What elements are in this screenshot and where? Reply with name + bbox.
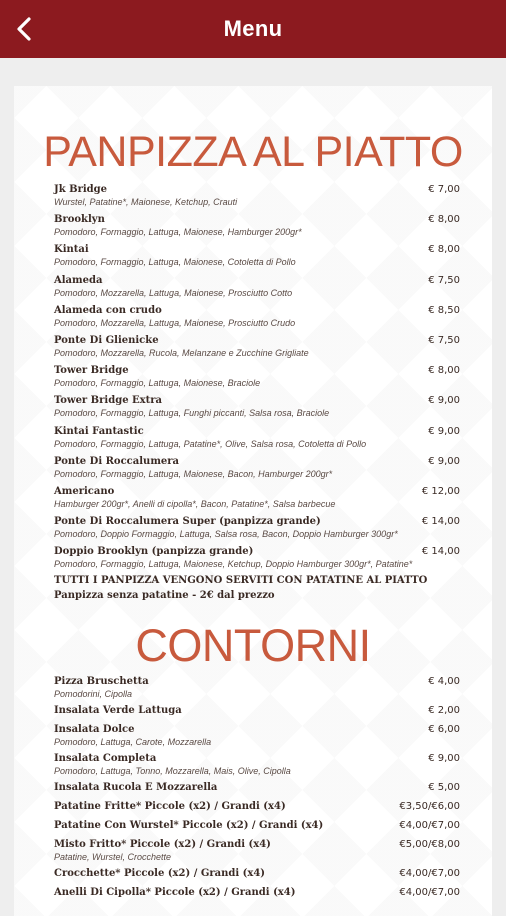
menu-item bbox=[54, 868, 460, 887]
menu-list bbox=[54, 184, 460, 576]
item-name: Insalata Rucola E Mozzarella bbox=[54, 782, 218, 793]
item-description: Pomodoro, Mozzarella, Lattuga, Maionese, Prosciutto Cotto bbox=[54, 287, 293, 298]
menu-item bbox=[54, 244, 460, 274]
item-description: Pomodoro, Formaggio, Lattuga, Maionese, Ketchup, Doppio Hamburger 300gr*, Patatine* bbox=[54, 559, 413, 570]
item-price: € 12,00 bbox=[421, 485, 460, 497]
menu-sheet bbox=[14, 86, 492, 916]
item-name: Tower Bridge Extra bbox=[54, 395, 162, 407]
item-name: Americano bbox=[54, 485, 115, 497]
item-description: Pomodoro, Formaggio, Lattuga, Maionese, Braciole bbox=[54, 378, 261, 389]
item-name: Brooklyn bbox=[54, 214, 105, 226]
item-price: €5,00/€8,00 bbox=[399, 839, 460, 850]
menu-item bbox=[54, 801, 460, 820]
menu-item bbox=[54, 676, 460, 705]
item-name: Insalata Dolce bbox=[54, 724, 135, 735]
item-name: Ponte Di Glienicke bbox=[54, 334, 159, 346]
item-description: Pomodoro, Mozzarella, Rucola, Melanzane e Zucchine Grigliate bbox=[54, 347, 309, 358]
item-name: Jk Bridge bbox=[54, 184, 108, 195]
item-price: € 6,00 bbox=[428, 724, 460, 735]
item-description: Pomodoro, Formaggio, Lattuga, Maionese, Cotoletta di Pollo bbox=[54, 257, 296, 268]
item-name: Ponte Di Roccalumera Super (panpizza grande) bbox=[54, 516, 321, 528]
item-price: € 8,00 bbox=[428, 244, 460, 256]
menu-item bbox=[54, 184, 460, 214]
item-description: Patatine, Wurstel, Crocchette bbox=[54, 852, 172, 862]
item-name: Alameda con crudo bbox=[54, 304, 162, 316]
menu-item bbox=[54, 335, 460, 365]
item-description: Pomodorini, Cipolla bbox=[54, 689, 133, 699]
item-name: Insalata Verde Lattuga bbox=[54, 705, 182, 716]
item-name: Crocchette* Piccole (x2) / Grandi (x4) bbox=[54, 868, 266, 879]
item-price: € 8,50 bbox=[428, 304, 460, 316]
item-price: € 14,00 bbox=[421, 546, 460, 558]
item-name: Alameda bbox=[54, 274, 103, 286]
item-price: €4,00/€7,00 bbox=[399, 887, 460, 898]
item-name: Patatine Fritte* Piccole (x2) / Grandi (x4) bbox=[54, 801, 286, 812]
item-price: € 9,00 bbox=[428, 425, 460, 437]
note-line: Panpizza senza patatine - 2€ dal prezzo bbox=[54, 590, 275, 601]
item-price: € 5,00 bbox=[428, 782, 460, 793]
item-description: Wurstel, Patatine*, Maionese, Ketchup, Crauti bbox=[54, 197, 238, 207]
item-name: Tower Bridge bbox=[54, 365, 129, 377]
menu-item bbox=[54, 456, 460, 486]
menu-item bbox=[54, 724, 460, 753]
item-name: Kintai Fantastic bbox=[54, 425, 144, 437]
item-name: Pizza Bruschetta bbox=[54, 676, 149, 687]
item-description: Pomodoro, Lattuga, Carote, Mozzarella bbox=[54, 737, 212, 747]
chevron-left-icon bbox=[17, 17, 31, 41]
item-name: Misto Fritto* Piccole (x2) / Grandi (x4) bbox=[54, 839, 271, 850]
item-description: Pomodoro, Lattuga, Tonno, Mozzarella, Mais, Olive, Cipolla bbox=[54, 766, 291, 776]
item-price: €4,00/€7,00 bbox=[399, 868, 460, 879]
item-description: Pomodoro, Formaggio, Lattuga, Patatine*, Olive, Salsa rosa, Cotoletta di Pollo bbox=[54, 438, 367, 449]
menu-item bbox=[54, 395, 460, 425]
menu-item bbox=[54, 426, 460, 456]
item-description: Pomodoro, Formaggio, Lattuga, Maionese, Hamburger 200gr* bbox=[54, 227, 302, 238]
item-price: € 2,00 bbox=[428, 705, 460, 716]
item-price: € 8,00 bbox=[428, 365, 460, 377]
item-name: Doppio Brooklyn (panpizza grande) bbox=[54, 546, 254, 558]
item-price: € 9,00 bbox=[428, 455, 460, 467]
menu-item bbox=[54, 516, 460, 546]
note-line: TUTTI I PANPIZZA VENGONO SERVITI CON PATATINE AL PIATTO bbox=[54, 575, 428, 586]
menu-item bbox=[54, 546, 460, 576]
item-name: Kintai bbox=[54, 244, 89, 256]
item-price: € 8,00 bbox=[428, 214, 460, 226]
app-header bbox=[0, 0, 506, 58]
menu-item bbox=[54, 782, 460, 801]
item-price: €4,00/€7,00 bbox=[399, 820, 460, 831]
item-description: Hamburger 200gr*, Anelli di cipolla*, Bacon, Patatine*, Salsa barbecue bbox=[54, 498, 336, 509]
menu-item bbox=[54, 887, 460, 906]
item-price: € 7,50 bbox=[428, 274, 460, 286]
section-title: CONTORNI bbox=[135, 620, 371, 671]
menu-item bbox=[54, 839, 460, 868]
item-description: Pomodoro, Formaggio, Lattuga, Maionese, Bacon, Hamburger 200gr* bbox=[54, 468, 333, 479]
menu-item bbox=[54, 275, 460, 305]
menu-notes bbox=[54, 573, 460, 603]
menu-item bbox=[54, 214, 460, 244]
item-description: Pomodoro, Doppio Formaggio, Lattuga, Salsa rosa, Bacon, Doppio Hamburger 300gr* bbox=[54, 529, 398, 540]
item-name: Patatine Con Wurstel* Piccole (x2) / Grandi (x4) bbox=[54, 820, 324, 831]
item-name: Ponte Di Roccalumera bbox=[54, 455, 180, 467]
item-price: €3,50/€6,00 bbox=[399, 801, 460, 812]
item-price: € 9,00 bbox=[428, 753, 460, 764]
menu-item bbox=[54, 753, 460, 782]
menu-item bbox=[54, 820, 460, 839]
item-name: Insalata Completa bbox=[54, 753, 157, 764]
item-name: Anelli Di Cipolla* Piccole (x2) / Grandi (x4) bbox=[54, 887, 296, 898]
menu-item bbox=[54, 486, 460, 516]
back-button[interactable] bbox=[8, 13, 40, 45]
section-title: PANPIZZA AL PIATTO bbox=[43, 128, 463, 176]
item-price: € 7,50 bbox=[428, 334, 460, 346]
item-description: Pomodoro, Formaggio, Lattuga, Funghi piccanti, Salsa rosa, Braciole bbox=[54, 408, 330, 419]
header-title: Menu bbox=[223, 16, 283, 41]
menu-list bbox=[54, 676, 460, 906]
menu-item bbox=[54, 705, 460, 724]
item-description: Pomodoro, Mozzarella, Lattuga, Maionese, Prosciutto Crudo bbox=[54, 317, 296, 328]
item-price: € 4,00 bbox=[428, 676, 460, 687]
item-price: € 14,00 bbox=[421, 516, 460, 528]
menu-item bbox=[54, 365, 460, 395]
item-price: € 9,00 bbox=[428, 395, 460, 407]
item-price: € 7,00 bbox=[428, 184, 460, 195]
menu-item bbox=[54, 305, 460, 335]
